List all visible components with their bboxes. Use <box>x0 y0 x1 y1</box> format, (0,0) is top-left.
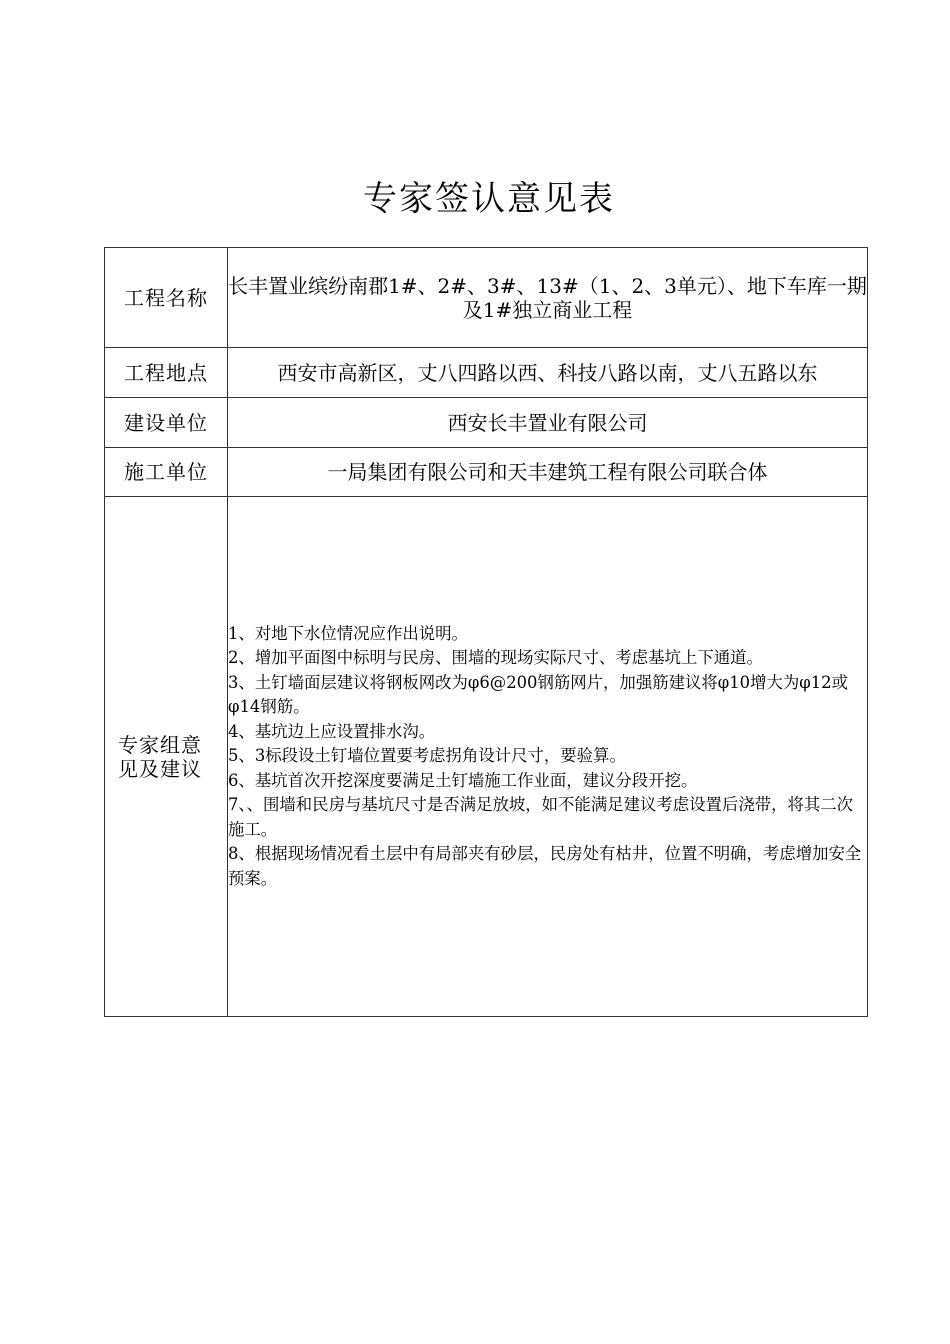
project-site-value: 西安市高新区，丈八四路以西、科技八路以南，丈八五路以东 <box>228 348 868 398</box>
owner-unit-label: 建设单位 <box>105 398 228 448</box>
construction-unit-value: 一局集团有限公司和天丰建筑工程有限公司联合体 <box>228 448 868 497</box>
owner-unit-row <box>105 398 868 448</box>
opinion-item: 6、基坑首次开挖深度要满足土钉墙施工作业面，建议分段开挖。 <box>228 770 698 790</box>
opinion-item: 8、根据现场情况看土层中有局部夹有砂层，民房处有枯井，位置不明确，考虑增加安全预案。 <box>228 844 862 888</box>
expert-opinions-list <box>228 497 868 1017</box>
opinion-item: 3、土钉墙面层建议将钢板网改为φ6@200钢筋网片，加强筋建议将φ10增大为φ12或φ14钢筋。 <box>228 672 849 717</box>
expert-opinions-label-cell <box>105 497 228 1017</box>
construction-unit-label: 施工单位 <box>105 448 228 497</box>
opinion-item: 2、增加平面图中标明与民房、围墙的现场实际尺寸、考虑基坑上下通道。 <box>228 648 763 668</box>
construction-unit-row <box>105 448 868 497</box>
project-name-row <box>105 248 868 348</box>
expert-opinions-label: 专家组意见及建议 <box>118 732 202 781</box>
project-name-label: 工程名称 <box>105 248 228 348</box>
opinion-item: 5、3标段设土钉墙位置要考虑拐角设计尺寸，要验算。 <box>228 746 626 766</box>
project-site-row <box>105 348 868 398</box>
opinion-item: 7、、围墙和民房与基坑尺寸是否满足放坡，如不能满足建议考虑设置后浇带，将其二次施工。 <box>228 795 854 839</box>
opinion-item: 4、基坑边上应设置排水沟。 <box>228 721 436 741</box>
expert-opinions-row <box>105 497 868 1017</box>
project-name-value: 长丰置业缤纷南郡1#、2#、3#、13#（1、2、3单元）、地下车库一期及1#独立商业工程 <box>228 248 868 348</box>
opinion-item: 1、对地下水位情况应作出说明。 <box>228 623 468 643</box>
page-title: 专家签认意见表 <box>363 179 615 219</box>
owner-unit-value: 西安长丰置业有限公司 <box>228 398 868 448</box>
project-site-label: 工程地点 <box>105 348 228 398</box>
expert-opinion-form <box>104 247 868 1017</box>
